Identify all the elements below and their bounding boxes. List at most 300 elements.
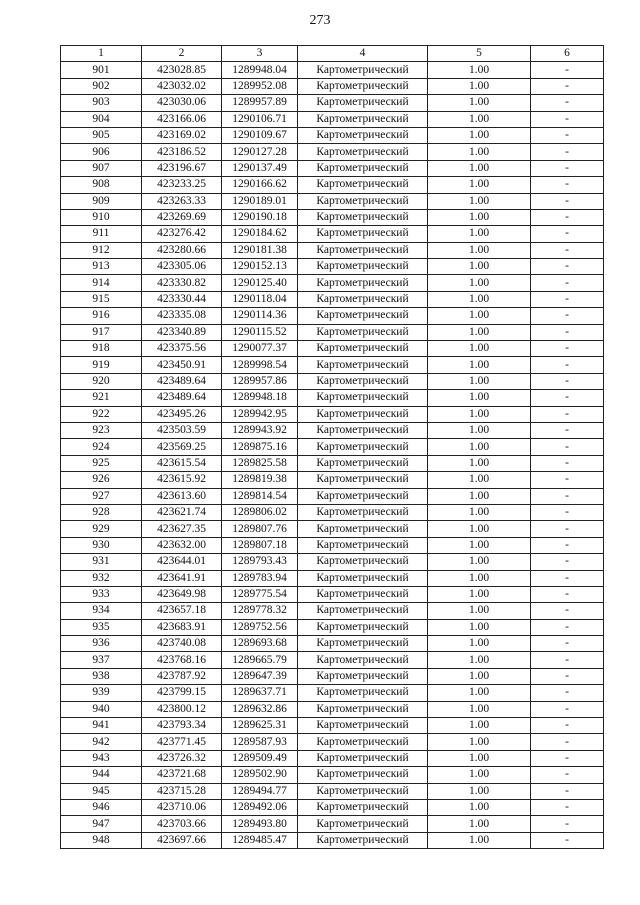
point-number-cell: 947 xyxy=(61,816,142,832)
point-number-cell: 931 xyxy=(61,554,142,570)
note-cell: - xyxy=(531,488,604,504)
method-cell: Картометрический xyxy=(298,78,428,94)
note-cell: - xyxy=(531,439,604,455)
note-cell: - xyxy=(531,308,604,324)
point-number-cell: 940 xyxy=(61,701,142,717)
method-cell: Картометрический xyxy=(298,636,428,652)
x-coordinate-cell: 423280.66 xyxy=(142,242,222,258)
y-coordinate-cell: 1289665.79 xyxy=(222,652,298,668)
accuracy-cell: 1.00 xyxy=(428,750,531,766)
note-cell: - xyxy=(531,78,604,94)
method-cell: Картометрический xyxy=(298,554,428,570)
table-row xyxy=(61,472,604,488)
point-number-cell: 936 xyxy=(61,636,142,652)
method-cell: Картометрический xyxy=(298,685,428,701)
point-number-cell: 929 xyxy=(61,521,142,537)
note-cell: - xyxy=(531,209,604,225)
y-coordinate-cell: 1289494.77 xyxy=(222,783,298,799)
accuracy-cell: 1.00 xyxy=(428,357,531,373)
x-coordinate-cell: 423166.06 xyxy=(142,111,222,127)
y-coordinate-cell: 1290077.37 xyxy=(222,341,298,357)
table-row xyxy=(61,177,604,193)
method-cell: Картометрический xyxy=(298,439,428,455)
x-coordinate-cell: 423721.68 xyxy=(142,767,222,783)
accuracy-cell: 1.00 xyxy=(428,554,531,570)
y-coordinate-cell: 1289814.54 xyxy=(222,488,298,504)
note-cell: - xyxy=(531,324,604,340)
method-cell: Картометрический xyxy=(298,95,428,111)
method-cell: Картометрический xyxy=(298,209,428,225)
x-coordinate-cell: 423503.59 xyxy=(142,422,222,438)
method-cell: Картометрический xyxy=(298,422,428,438)
y-coordinate-cell: 1289957.89 xyxy=(222,95,298,111)
table-row xyxy=(61,701,604,717)
accuracy-cell: 1.00 xyxy=(428,291,531,307)
y-coordinate-cell: 1289752.56 xyxy=(222,619,298,635)
y-coordinate-cell: 1289957.86 xyxy=(222,373,298,389)
note-cell: - xyxy=(531,619,604,635)
accuracy-cell: 1.00 xyxy=(428,78,531,94)
accuracy-cell: 1.00 xyxy=(428,472,531,488)
x-coordinate-cell: 423489.64 xyxy=(142,373,222,389)
table-row xyxy=(61,259,604,275)
note-cell: - xyxy=(531,406,604,422)
point-number-cell: 922 xyxy=(61,406,142,422)
note-cell: - xyxy=(531,144,604,160)
x-coordinate-cell: 423375.56 xyxy=(142,341,222,357)
point-number-cell: 925 xyxy=(61,455,142,471)
note-cell: - xyxy=(531,668,604,684)
method-cell: Картометрический xyxy=(298,488,428,504)
point-number-cell: 904 xyxy=(61,111,142,127)
x-coordinate-cell: 423627.35 xyxy=(142,521,222,537)
accuracy-cell: 1.00 xyxy=(428,570,531,586)
x-coordinate-cell: 423233.25 xyxy=(142,177,222,193)
method-cell: Картометрический xyxy=(298,144,428,160)
method-cell: Картометрический xyxy=(298,160,428,176)
table-row xyxy=(61,422,604,438)
accuracy-cell: 1.00 xyxy=(428,439,531,455)
x-coordinate-cell: 423793.34 xyxy=(142,718,222,734)
accuracy-cell: 1.00 xyxy=(428,799,531,815)
point-number-cell: 901 xyxy=(61,62,142,78)
method-cell: Картометрический xyxy=(298,373,428,389)
accuracy-cell: 1.00 xyxy=(428,816,531,832)
y-coordinate-cell: 1289587.93 xyxy=(222,734,298,750)
x-coordinate-cell: 423330.44 xyxy=(142,291,222,307)
y-coordinate-cell: 1289492.06 xyxy=(222,799,298,815)
accuracy-cell: 1.00 xyxy=(428,259,531,275)
y-coordinate-cell: 1290118.04 xyxy=(222,291,298,307)
x-coordinate-cell: 423641.91 xyxy=(142,570,222,586)
table-row xyxy=(61,144,604,160)
y-coordinate-cell: 1289493.80 xyxy=(222,816,298,832)
table-row xyxy=(61,62,604,78)
method-cell: Картометрический xyxy=(298,406,428,422)
point-number-cell: 911 xyxy=(61,226,142,242)
table-row xyxy=(61,750,604,766)
y-coordinate-cell: 1290114.36 xyxy=(222,308,298,324)
table-row xyxy=(61,308,604,324)
point-number-cell: 948 xyxy=(61,832,142,848)
y-coordinate-cell: 1289485.47 xyxy=(222,832,298,848)
point-number-cell: 909 xyxy=(61,193,142,209)
x-coordinate-cell: 423569.25 xyxy=(142,439,222,455)
table-row xyxy=(61,373,604,389)
table-row xyxy=(61,718,604,734)
y-coordinate-cell: 1289998.54 xyxy=(222,357,298,373)
column-header: 6 xyxy=(531,46,604,62)
note-cell: - xyxy=(531,291,604,307)
method-cell: Картометрический xyxy=(298,193,428,209)
y-coordinate-cell: 1289948.04 xyxy=(222,62,298,78)
point-number-cell: 946 xyxy=(61,799,142,815)
method-cell: Картометрический xyxy=(298,357,428,373)
y-coordinate-cell: 1290166.62 xyxy=(222,177,298,193)
table-row xyxy=(61,586,604,602)
table-row xyxy=(61,324,604,340)
table-row xyxy=(61,668,604,684)
accuracy-cell: 1.00 xyxy=(428,324,531,340)
note-cell: - xyxy=(531,357,604,373)
x-coordinate-cell: 423644.01 xyxy=(142,554,222,570)
note-cell: - xyxy=(531,259,604,275)
method-cell: Картометрический xyxy=(298,324,428,340)
table-row xyxy=(61,390,604,406)
note-cell: - xyxy=(531,341,604,357)
point-number-cell: 914 xyxy=(61,275,142,291)
table-row xyxy=(61,209,604,225)
note-cell: - xyxy=(531,701,604,717)
method-cell: Картометрический xyxy=(298,226,428,242)
x-coordinate-cell: 423703.66 xyxy=(142,816,222,832)
x-coordinate-cell: 423330.82 xyxy=(142,275,222,291)
method-cell: Картометрический xyxy=(298,177,428,193)
point-number-cell: 924 xyxy=(61,439,142,455)
accuracy-cell: 1.00 xyxy=(428,603,531,619)
accuracy-cell: 1.00 xyxy=(428,767,531,783)
note-cell: - xyxy=(531,570,604,586)
table-row xyxy=(61,406,604,422)
point-number-cell: 930 xyxy=(61,537,142,553)
accuracy-cell: 1.00 xyxy=(428,144,531,160)
x-coordinate-cell: 423276.42 xyxy=(142,226,222,242)
point-number-cell: 937 xyxy=(61,652,142,668)
point-number-cell: 933 xyxy=(61,586,142,602)
x-coordinate-cell: 423715.28 xyxy=(142,783,222,799)
note-cell: - xyxy=(531,521,604,537)
y-coordinate-cell: 1289819.38 xyxy=(222,472,298,488)
x-coordinate-cell: 423269.69 xyxy=(142,209,222,225)
y-coordinate-cell: 1289793.43 xyxy=(222,554,298,570)
point-number-cell: 919 xyxy=(61,357,142,373)
y-coordinate-cell: 1289509.49 xyxy=(222,750,298,766)
column-header: 4 xyxy=(298,46,428,62)
x-coordinate-cell: 423263.33 xyxy=(142,193,222,209)
method-cell: Картометрический xyxy=(298,668,428,684)
note-cell: - xyxy=(531,95,604,111)
y-coordinate-cell: 1289943.92 xyxy=(222,422,298,438)
accuracy-cell: 1.00 xyxy=(428,341,531,357)
y-coordinate-cell: 1290106.71 xyxy=(222,111,298,127)
accuracy-cell: 1.00 xyxy=(428,160,531,176)
page-number: 273 xyxy=(309,13,331,28)
x-coordinate-cell: 423740.08 xyxy=(142,636,222,652)
note-cell: - xyxy=(531,390,604,406)
x-coordinate-cell: 423632.00 xyxy=(142,537,222,553)
x-coordinate-cell: 423697.66 xyxy=(142,832,222,848)
point-number-cell: 944 xyxy=(61,767,142,783)
point-number-cell: 906 xyxy=(61,144,142,160)
x-coordinate-cell: 423340.89 xyxy=(142,324,222,340)
y-coordinate-cell: 1289783.94 xyxy=(222,570,298,586)
x-coordinate-cell: 423649.98 xyxy=(142,586,222,602)
table-row xyxy=(61,636,604,652)
method-cell: Картометрический xyxy=(298,799,428,815)
method-cell: Картометрический xyxy=(298,832,428,848)
x-coordinate-cell: 423615.54 xyxy=(142,455,222,471)
note-cell: - xyxy=(531,734,604,750)
y-coordinate-cell: 1289502.90 xyxy=(222,767,298,783)
point-number-cell: 921 xyxy=(61,390,142,406)
y-coordinate-cell: 1289693.68 xyxy=(222,636,298,652)
method-cell: Картометрический xyxy=(298,341,428,357)
x-coordinate-cell: 423771.45 xyxy=(142,734,222,750)
note-cell: - xyxy=(531,652,604,668)
note-cell: - xyxy=(531,275,604,291)
point-number-cell: 905 xyxy=(61,127,142,143)
note-cell: - xyxy=(531,537,604,553)
method-cell: Картометрический xyxy=(298,718,428,734)
point-number-cell: 908 xyxy=(61,177,142,193)
accuracy-cell: 1.00 xyxy=(428,701,531,717)
y-coordinate-cell: 1289632.86 xyxy=(222,701,298,717)
note-cell: - xyxy=(531,767,604,783)
x-coordinate-cell: 423800.12 xyxy=(142,701,222,717)
method-cell: Картометрический xyxy=(298,603,428,619)
method-cell: Картометрический xyxy=(298,275,428,291)
note-cell: - xyxy=(531,226,604,242)
note-cell: - xyxy=(531,472,604,488)
note-cell: - xyxy=(531,422,604,438)
method-cell: Картометрический xyxy=(298,701,428,717)
point-number-cell: 920 xyxy=(61,373,142,389)
point-number-cell: 945 xyxy=(61,783,142,799)
note-cell: - xyxy=(531,111,604,127)
accuracy-cell: 1.00 xyxy=(428,586,531,602)
accuracy-cell: 1.00 xyxy=(428,832,531,848)
x-coordinate-cell: 423799.15 xyxy=(142,685,222,701)
method-cell: Картометрический xyxy=(298,570,428,586)
x-coordinate-cell: 423683.91 xyxy=(142,619,222,635)
x-coordinate-cell: 423768.16 xyxy=(142,652,222,668)
note-cell: - xyxy=(531,636,604,652)
point-number-cell: 935 xyxy=(61,619,142,635)
note-cell: - xyxy=(531,832,604,848)
table-row xyxy=(61,242,604,258)
table-row xyxy=(61,783,604,799)
y-coordinate-cell: 1289952.08 xyxy=(222,78,298,94)
accuracy-cell: 1.00 xyxy=(428,193,531,209)
accuracy-cell: 1.00 xyxy=(428,95,531,111)
x-coordinate-cell: 423726.32 xyxy=(142,750,222,766)
method-cell: Картометрический xyxy=(298,291,428,307)
x-coordinate-cell: 423613.60 xyxy=(142,488,222,504)
table-row xyxy=(61,455,604,471)
accuracy-cell: 1.00 xyxy=(428,226,531,242)
note-cell: - xyxy=(531,750,604,766)
method-cell: Картометрический xyxy=(298,242,428,258)
column-header: 3 xyxy=(222,46,298,62)
accuracy-cell: 1.00 xyxy=(428,455,531,471)
method-cell: Картометрический xyxy=(298,783,428,799)
point-number-cell: 910 xyxy=(61,209,142,225)
table-row xyxy=(61,816,604,832)
y-coordinate-cell: 1290127.28 xyxy=(222,144,298,160)
method-cell: Картометрический xyxy=(298,586,428,602)
x-coordinate-cell: 423450.91 xyxy=(142,357,222,373)
y-coordinate-cell: 1289807.76 xyxy=(222,521,298,537)
method-cell: Картометрический xyxy=(298,455,428,471)
point-number-cell: 915 xyxy=(61,291,142,307)
y-coordinate-cell: 1290181.38 xyxy=(222,242,298,258)
y-coordinate-cell: 1289775.54 xyxy=(222,586,298,602)
table-row xyxy=(61,160,604,176)
accuracy-cell: 1.00 xyxy=(428,734,531,750)
table-row xyxy=(61,439,604,455)
table-row xyxy=(61,226,604,242)
method-cell: Картометрический xyxy=(298,62,428,78)
y-coordinate-cell: 1290184.62 xyxy=(222,226,298,242)
accuracy-cell: 1.00 xyxy=(428,504,531,520)
y-coordinate-cell: 1289625.31 xyxy=(222,718,298,734)
accuracy-cell: 1.00 xyxy=(428,422,531,438)
x-coordinate-cell: 423196.67 xyxy=(142,160,222,176)
note-cell: - xyxy=(531,554,604,570)
coordinates-table xyxy=(60,45,604,849)
y-coordinate-cell: 1290137.49 xyxy=(222,160,298,176)
point-number-cell: 916 xyxy=(61,308,142,324)
method-cell: Картометрический xyxy=(298,816,428,832)
accuracy-cell: 1.00 xyxy=(428,783,531,799)
method-cell: Картометрический xyxy=(298,767,428,783)
note-cell: - xyxy=(531,455,604,471)
accuracy-cell: 1.00 xyxy=(428,373,531,389)
y-coordinate-cell: 1289942.95 xyxy=(222,406,298,422)
point-number-cell: 941 xyxy=(61,718,142,734)
point-number-cell: 903 xyxy=(61,95,142,111)
x-coordinate-cell: 423787.92 xyxy=(142,668,222,684)
accuracy-cell: 1.00 xyxy=(428,275,531,291)
accuracy-cell: 1.00 xyxy=(428,521,531,537)
point-number-cell: 934 xyxy=(61,603,142,619)
x-coordinate-cell: 423169.02 xyxy=(142,127,222,143)
table-row xyxy=(61,95,604,111)
table-row xyxy=(61,127,604,143)
x-coordinate-cell: 423657.18 xyxy=(142,603,222,619)
note-cell: - xyxy=(531,62,604,78)
y-coordinate-cell: 1290125.40 xyxy=(222,275,298,291)
table-row xyxy=(61,78,604,94)
point-number-cell: 926 xyxy=(61,472,142,488)
table-row xyxy=(61,537,604,553)
x-coordinate-cell: 423030.06 xyxy=(142,95,222,111)
method-cell: Картометрический xyxy=(298,734,428,750)
table-row xyxy=(61,734,604,750)
x-coordinate-cell: 423621.74 xyxy=(142,504,222,520)
point-number-cell: 927 xyxy=(61,488,142,504)
column-header: 2 xyxy=(142,46,222,62)
table-row xyxy=(61,111,604,127)
accuracy-cell: 1.00 xyxy=(428,537,531,553)
table-row xyxy=(61,291,604,307)
x-coordinate-cell: 423032.02 xyxy=(142,78,222,94)
x-coordinate-cell: 423710.06 xyxy=(142,799,222,815)
accuracy-cell: 1.00 xyxy=(428,668,531,684)
table-row xyxy=(61,619,604,635)
method-cell: Картометрический xyxy=(298,127,428,143)
method-cell: Картометрический xyxy=(298,521,428,537)
table-row xyxy=(61,652,604,668)
point-number-cell: 942 xyxy=(61,734,142,750)
table-row xyxy=(61,341,604,357)
table-row xyxy=(61,570,604,586)
table-row xyxy=(61,554,604,570)
x-coordinate-cell: 423305.06 xyxy=(142,259,222,275)
y-coordinate-cell: 1289825.58 xyxy=(222,455,298,471)
note-cell: - xyxy=(531,160,604,176)
table-row xyxy=(61,603,604,619)
method-cell: Картометрический xyxy=(298,537,428,553)
x-coordinate-cell: 423028.85 xyxy=(142,62,222,78)
method-cell: Картометрический xyxy=(298,652,428,668)
table-body xyxy=(61,62,604,849)
y-coordinate-cell: 1289647.39 xyxy=(222,668,298,684)
accuracy-cell: 1.00 xyxy=(428,685,531,701)
column-header: 1 xyxy=(61,46,142,62)
y-coordinate-cell: 1289806.02 xyxy=(222,504,298,520)
table-row xyxy=(61,275,604,291)
table-row xyxy=(61,685,604,701)
note-cell: - xyxy=(531,603,604,619)
x-coordinate-cell: 423186.52 xyxy=(142,144,222,160)
point-number-cell: 917 xyxy=(61,324,142,340)
note-cell: - xyxy=(531,783,604,799)
point-number-cell: 943 xyxy=(61,750,142,766)
y-coordinate-cell: 1290152.13 xyxy=(222,259,298,275)
accuracy-cell: 1.00 xyxy=(428,636,531,652)
point-number-cell: 907 xyxy=(61,160,142,176)
note-cell: - xyxy=(531,373,604,389)
accuracy-cell: 1.00 xyxy=(428,62,531,78)
y-coordinate-cell: 1290190.18 xyxy=(222,209,298,225)
accuracy-cell: 1.00 xyxy=(428,111,531,127)
note-cell: - xyxy=(531,816,604,832)
note-cell: - xyxy=(531,504,604,520)
point-number-cell: 912 xyxy=(61,242,142,258)
method-cell: Картометрический xyxy=(298,390,428,406)
accuracy-cell: 1.00 xyxy=(428,127,531,143)
note-cell: - xyxy=(531,193,604,209)
table-row xyxy=(61,832,604,848)
table-row xyxy=(61,488,604,504)
y-coordinate-cell: 1289875.16 xyxy=(222,439,298,455)
point-number-cell: 902 xyxy=(61,78,142,94)
table-row xyxy=(61,521,604,537)
accuracy-cell: 1.00 xyxy=(428,209,531,225)
note-cell: - xyxy=(531,586,604,602)
method-cell: Картометрический xyxy=(298,308,428,324)
